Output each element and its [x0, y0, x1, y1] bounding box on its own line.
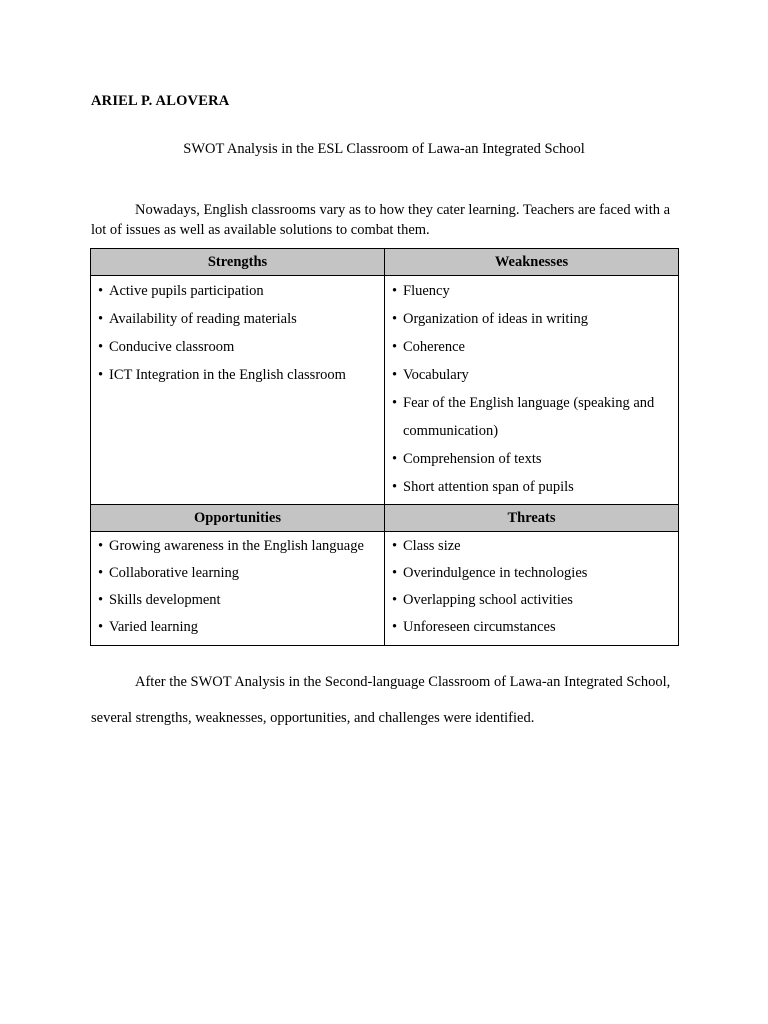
weaknesses-list — [386, 277, 677, 503]
opportunities-list — [92, 533, 383, 643]
strengths-list — [92, 277, 383, 391]
swot-table — [90, 248, 679, 646]
strengths-heading: Strengths — [91, 249, 385, 276]
author-name: ARIEL P. ALOVERA — [91, 93, 230, 109]
opportunities-cell — [91, 532, 385, 646]
swot-row-top — [91, 276, 679, 505]
swot-row-bottom — [91, 532, 679, 646]
list-item: • Overlapping school activities — [392, 587, 673, 614]
list-item: • Comprehension of texts — [392, 445, 673, 473]
strengths-cell — [91, 276, 385, 505]
weaknesses-cell — [385, 276, 679, 505]
swot-header-row-bottom — [91, 505, 679, 532]
intro-paragraph: Nowadays, English classrooms vary as to how they cater learning. Teachers are faced with a lot of issues as well as available solutions to combat them. — [91, 202, 671, 238]
threats-cell — [385, 532, 679, 646]
list-item: • Coherence — [392, 333, 673, 361]
list-item: • Conducive classroom — [98, 333, 379, 361]
list-item: • Overindulgence in technologies — [392, 560, 673, 587]
list-item: • Unforeseen circumstances — [392, 614, 673, 641]
swot-header-row-top — [91, 249, 679, 276]
list-item: • Short attention span of pupils — [392, 473, 673, 501]
threats-heading: Threats — [385, 505, 679, 532]
list-item: • Fear of the English language (speaking and communication) — [392, 389, 673, 445]
list-item: • Growing awareness in the English language — [98, 533, 379, 560]
opportunities-heading: Opportunities — [91, 505, 385, 532]
list-item: • Varied learning — [98, 614, 379, 641]
weaknesses-heading: Weaknesses — [385, 249, 679, 276]
list-item: • Fluency — [392, 277, 673, 305]
list-item: • Availability of reading materials — [98, 305, 379, 333]
list-item: • Organization of ideas in writing — [392, 305, 673, 333]
list-item: • Vocabulary — [392, 361, 673, 389]
conclusion-paragraph: After the SWOT Analysis in the Second-language Classroom of Lawa-an Integrated School, several strengths, weaknesses, opportunities, and challenges were identified. — [91, 674, 671, 726]
list-item: • Skills development — [98, 587, 379, 614]
document-title: SWOT Analysis in the ESL Classroom of Lawa-an Integrated School — [183, 141, 585, 157]
list-item: • Class size — [392, 533, 673, 560]
list-item: • ICT Integration in the English classroom — [98, 361, 379, 389]
list-item: • Active pupils participation — [98, 277, 379, 305]
list-item: • Collaborative learning — [98, 560, 379, 587]
threats-list — [386, 533, 677, 643]
